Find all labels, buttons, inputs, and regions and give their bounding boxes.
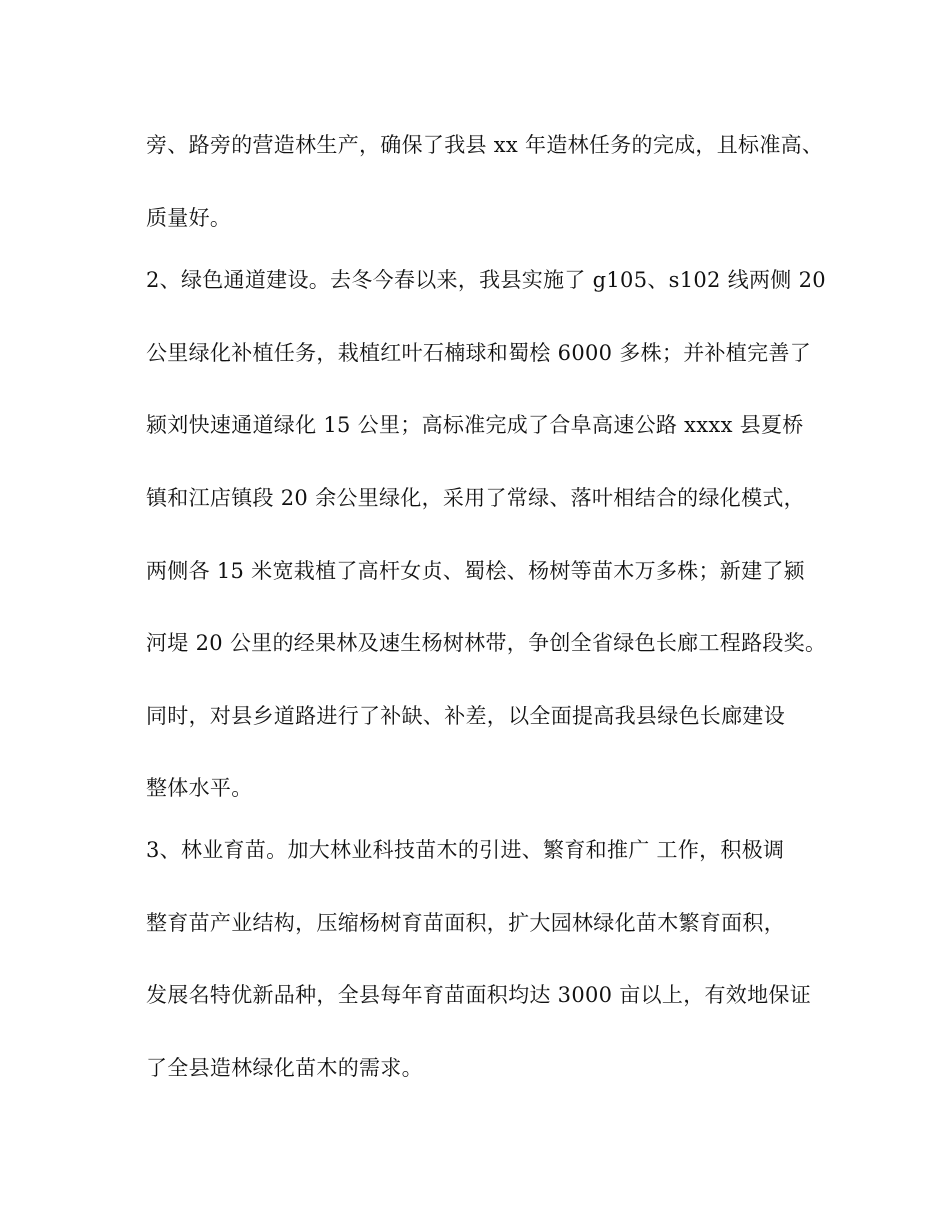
text-line: 3、林业育苗。加大林业科技苗木的引进、繁育和推广 工作，积极调 bbox=[146, 838, 785, 862]
text-line: 两侧各 15 米宽栽植了高杆女贞、蜀桧、杨树等苗木万多株；新建了颍 bbox=[146, 559, 805, 583]
text-line: 河堤 20 公里的经果林及速生杨树林带，争创全省绿色长廊工程路段奖。 bbox=[146, 631, 827, 655]
text-line: 发展名特优新品种，全县每年育苗面积均达 3000 亩以上，有效地保证 bbox=[146, 983, 811, 1007]
text-line: 颍刘快速通道绿化 15 公里；高标准完成了合阜高速公路 xxxx 县夏桥 bbox=[146, 413, 804, 437]
text-line: 了全县造林绿化苗木的需求。 bbox=[146, 1056, 423, 1080]
text-line: 质量好。 bbox=[146, 206, 232, 230]
text-line: 整育苗产业结构，压缩杨树育苗面积，扩大园林绿化苗木繁育面积， bbox=[146, 911, 785, 935]
text-line: 旁、路旁的营造林生产，确保了我县 xx 年造林任务的完成，且标准高、 bbox=[146, 133, 824, 157]
text-line: 同时，对县乡道路进行了补缺、补差，以全面提高我县绿色长廊建设 bbox=[146, 704, 785, 728]
text-line: 公里绿化补植任务，栽植红叶石楠球和蜀桧 6000 多株；并补植完善了 bbox=[146, 341, 811, 365]
text-line: 整体水平。 bbox=[146, 776, 253, 800]
text-line: 镇和江店镇段 20 余公里绿化，采用了常绿、落叶相结合的绿化模式， bbox=[146, 486, 805, 510]
text-line: 2、绿色通道建设。去冬今春以来，我县实施了 g105、s102 线两侧 20 bbox=[146, 268, 826, 292]
